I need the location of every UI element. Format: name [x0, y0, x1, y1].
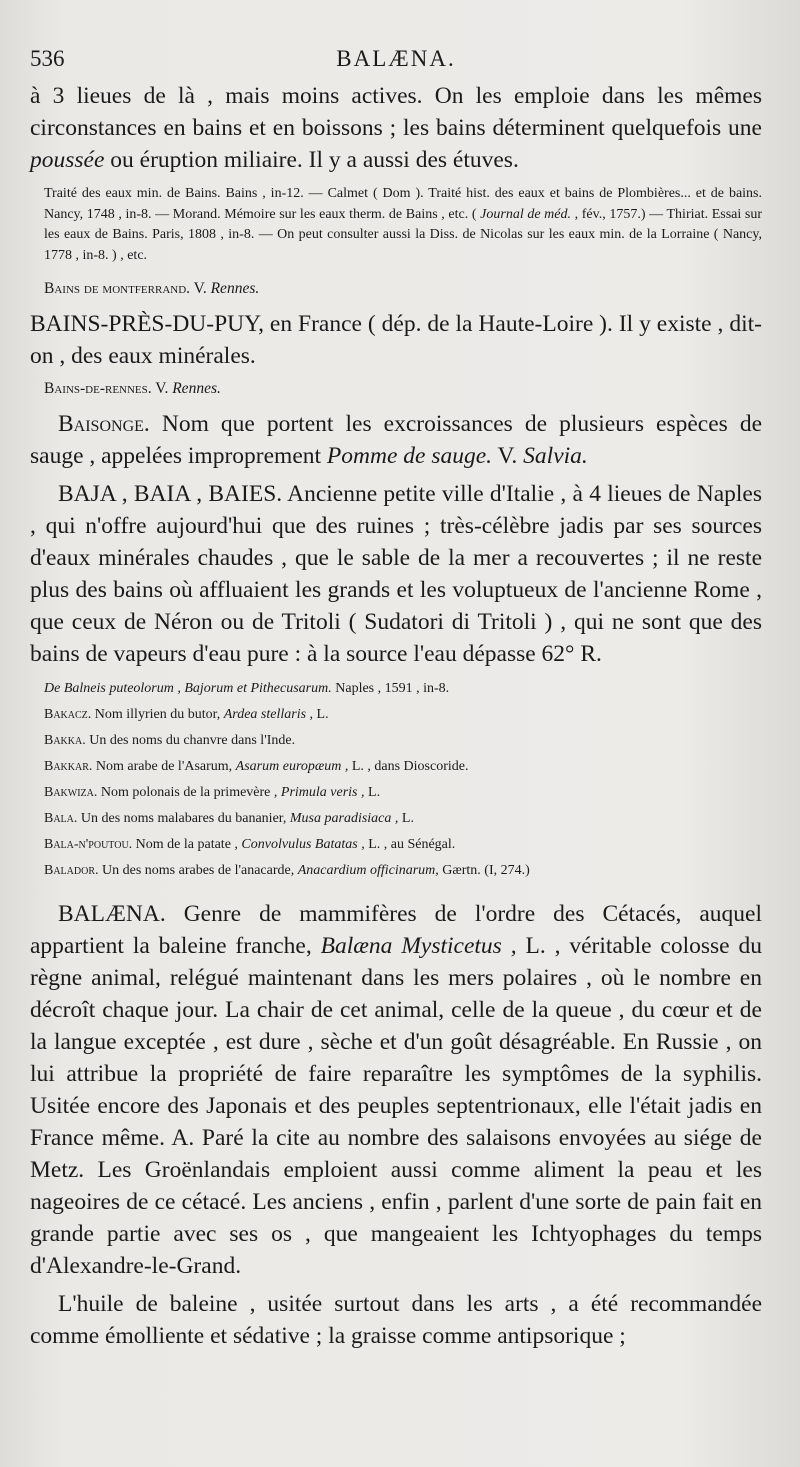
paragraph-bains-continued: à 3 lieues de là , mais moins actives. On les emploie dans les mêmes circonstances en bains et en boissons ; les bains déterminent quelquefois une poussée ou éruption miliaire. Il y a aussi des étuves.: [30, 83, 762, 173]
list-item: Bakacz. Nom illyrien du butor, Ardea stellaris , L.: [44, 707, 329, 722]
entry-bains-de-montferrand: Bains de montferrand. V. Rennes.: [44, 280, 260, 297]
bibliography-bains: Traité des eaux min. de Bains. Bains , in-12. — Calmet ( Dom ). Traité hist. des eaux et bains de Plombières... et de bains. Nancy, 1748 , in-8. — Morand. Mémoire sur les eaux therm. de Bains , etc. ( Journal de méd. , fév., 1757.) — Thiriat. Essai sur les eaux de Bains. Paris, 1808 , in-8. — On peut consulter aussi la Diss. de Nicolas sur les eaux min. de la Lorraine ( Nancy, 1778 , in-8. ) , etc.: [44, 186, 763, 263]
list-item: Bakkar. Nom arabe de l'Asarum, Asarum europæum , L. , dans Dioscoride.: [44, 759, 469, 774]
short-entries-list: [30, 702, 762, 884]
paragraph-huile-de-baleine: L'huile de baleine , usitée surtout dans les arts , a été recommandée comme émolliente et sédative ; la graisse comme antipsorique ;: [30, 1291, 762, 1349]
list-item: Bala. Un des noms malabares du bananier, Musa paradisiaca , L.: [44, 811, 414, 826]
entry-balaena: BALÆNA. Genre de mammifères de l'ordre des Cétacés, auquel appartient la baleine franche, Balæna Mysticetus , L. , véritable colosse du règne animal, relégué maintenant dans les mers polaires , où le nombre en décroît chaque jour. La chair de cet animal, celle de la queue , du cœur et de la langue exceptée , est dure , sèche et d'un goût désagréable. En Russie , on lui attribue la propriété de faire reparaître les symptômes de la syphilis. Usitée encore des Japonais et des peuples septentrionaux, elle l'était jadis en France même. A. Paré la cite au nombre des salaisons envoyées au siége de Metz. Les Groënlandais emploient aussi comme aliment la peau et les nageoires de ce cétacé. Les anciens , enfin , parlent d'une sorte de pain fait en grande partie avec ses os , que mangeaient les Ichtyophages du temps d'Alexandre-le-Grand.: [30, 901, 763, 1279]
entry-baisonge: Baisonge. Nom que portent les excroissances de plusieurs espèces de sauge , appelées improprement Pomme de sauge. V. Salvia.: [30, 411, 763, 469]
list-item: Bakka. Un des noms du chanvre dans l'Inde.: [44, 733, 296, 748]
list-item: Bakwiza. Nom polonais de la primevère , Primula veris , L.: [44, 785, 381, 800]
page-number: 536: [30, 46, 65, 71]
running-title: BALÆNA.: [336, 46, 456, 71]
entry-baja: BAJA , BAIA , BAIES. Ancienne petite ville d'Italie , à 4 lieues de Naples , qui n'offre aujourd'hui que des ruines ; très-célèbre jadis par ses sources d'eaux minérales chaudes , que le sable de la mer a recouvertes ; il ne reste plus des bains où affluaient les grands et les voluptueux de l'ancienne Rome , que ceux de Néron ou de Tritoli ( Sudatori di Tritoli ) , qui ne sont que des bains de vapeurs d'eau pure : à la source l'eau dépasse 62° R.: [30, 481, 762, 667]
list-item: Balador. Un des noms arabes de l'anacarde, Anacardium officinarum, Gærtn. (I, 274.): [44, 863, 530, 878]
page-header: [30, 40, 762, 80]
entry-bains-de-rennes: Bains-de-rennes. V. Rennes.: [44, 380, 221, 397]
list-item: Bala-n'poutou. Nom de la patate , Convolvulus Batatas , L. , au Sénégal.: [44, 837, 456, 852]
entry-bains-pres-du-puy: BAINS-PRÈS-DU-PUY, en France ( dép. de la Haute-Loire ). Il y existe , dit-on , des eaux minérales.: [30, 311, 762, 369]
bibliography-baja: De Balneis puteolorum , Bajorum et Pithecusarum. Naples , 1591 , in-8.: [44, 681, 450, 696]
